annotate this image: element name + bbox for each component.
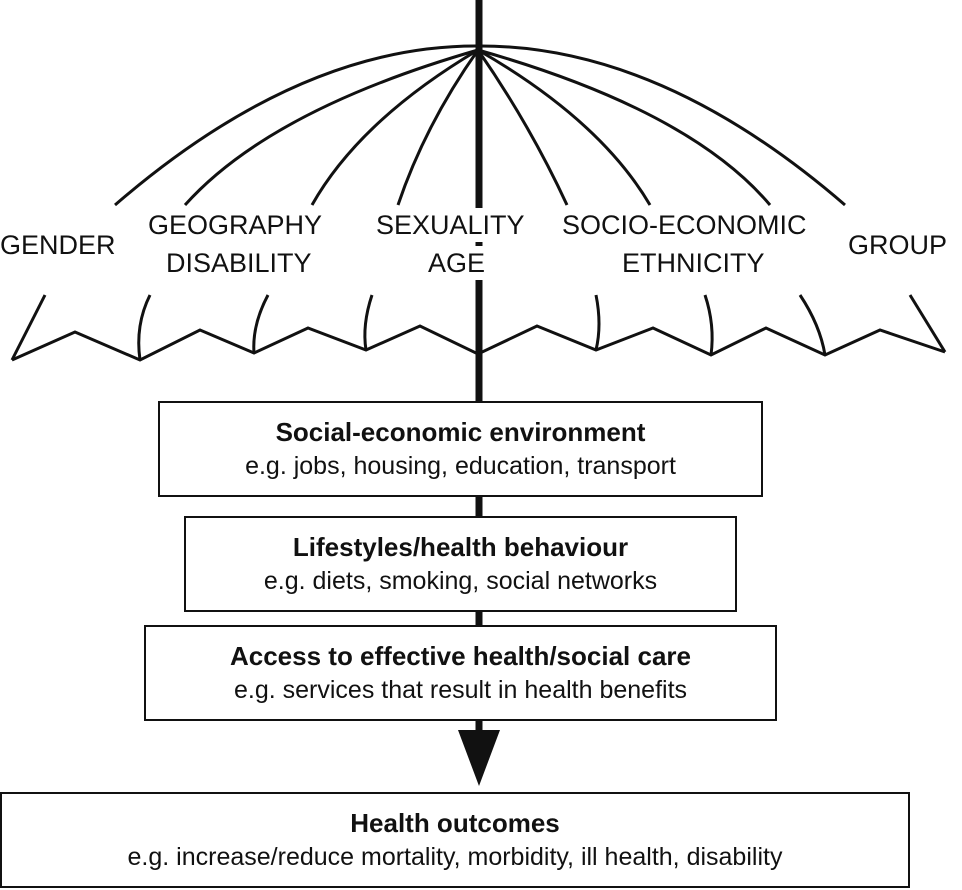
box-example: e.g. jobs, housing, education, transport (245, 452, 676, 480)
umbrella-rib (478, 50, 650, 205)
box-example: e.g. increase/reduce mortality, morbidity, ill health, disability (127, 843, 783, 871)
box-social-economic-environment (158, 401, 763, 497)
box-title: Social-economic environment (275, 417, 646, 447)
umbrella-rib (312, 50, 478, 205)
box-example: e.g. services that result in health benefits (233, 676, 688, 704)
label-group: GROUP (848, 230, 948, 260)
box-title: Health outcomes (350, 808, 560, 838)
label-socio-economic: SOCIO-ECONOMIC (562, 210, 807, 240)
label-ethnicity: ETHNICITY (622, 248, 765, 278)
arrow-down-icon (458, 730, 500, 786)
label-disability: DISABILITY (166, 248, 312, 278)
umbrella-rib (478, 50, 770, 205)
label-sexuality: SEXUALITY (376, 210, 525, 240)
box-title: Access to effective health/social care (229, 641, 691, 671)
box-access-to-care (144, 625, 777, 721)
box-title: Lifestyles/health behaviour (292, 532, 629, 562)
box-health-outcomes (0, 792, 910, 888)
label-age: AGE (428, 248, 486, 278)
label-geography: GEOGRAPHY (148, 210, 323, 240)
box-lifestyles (184, 516, 737, 612)
box-example: e.g. diets, smoking, social networks (263, 567, 658, 595)
label-gender: GENDER (0, 230, 116, 260)
